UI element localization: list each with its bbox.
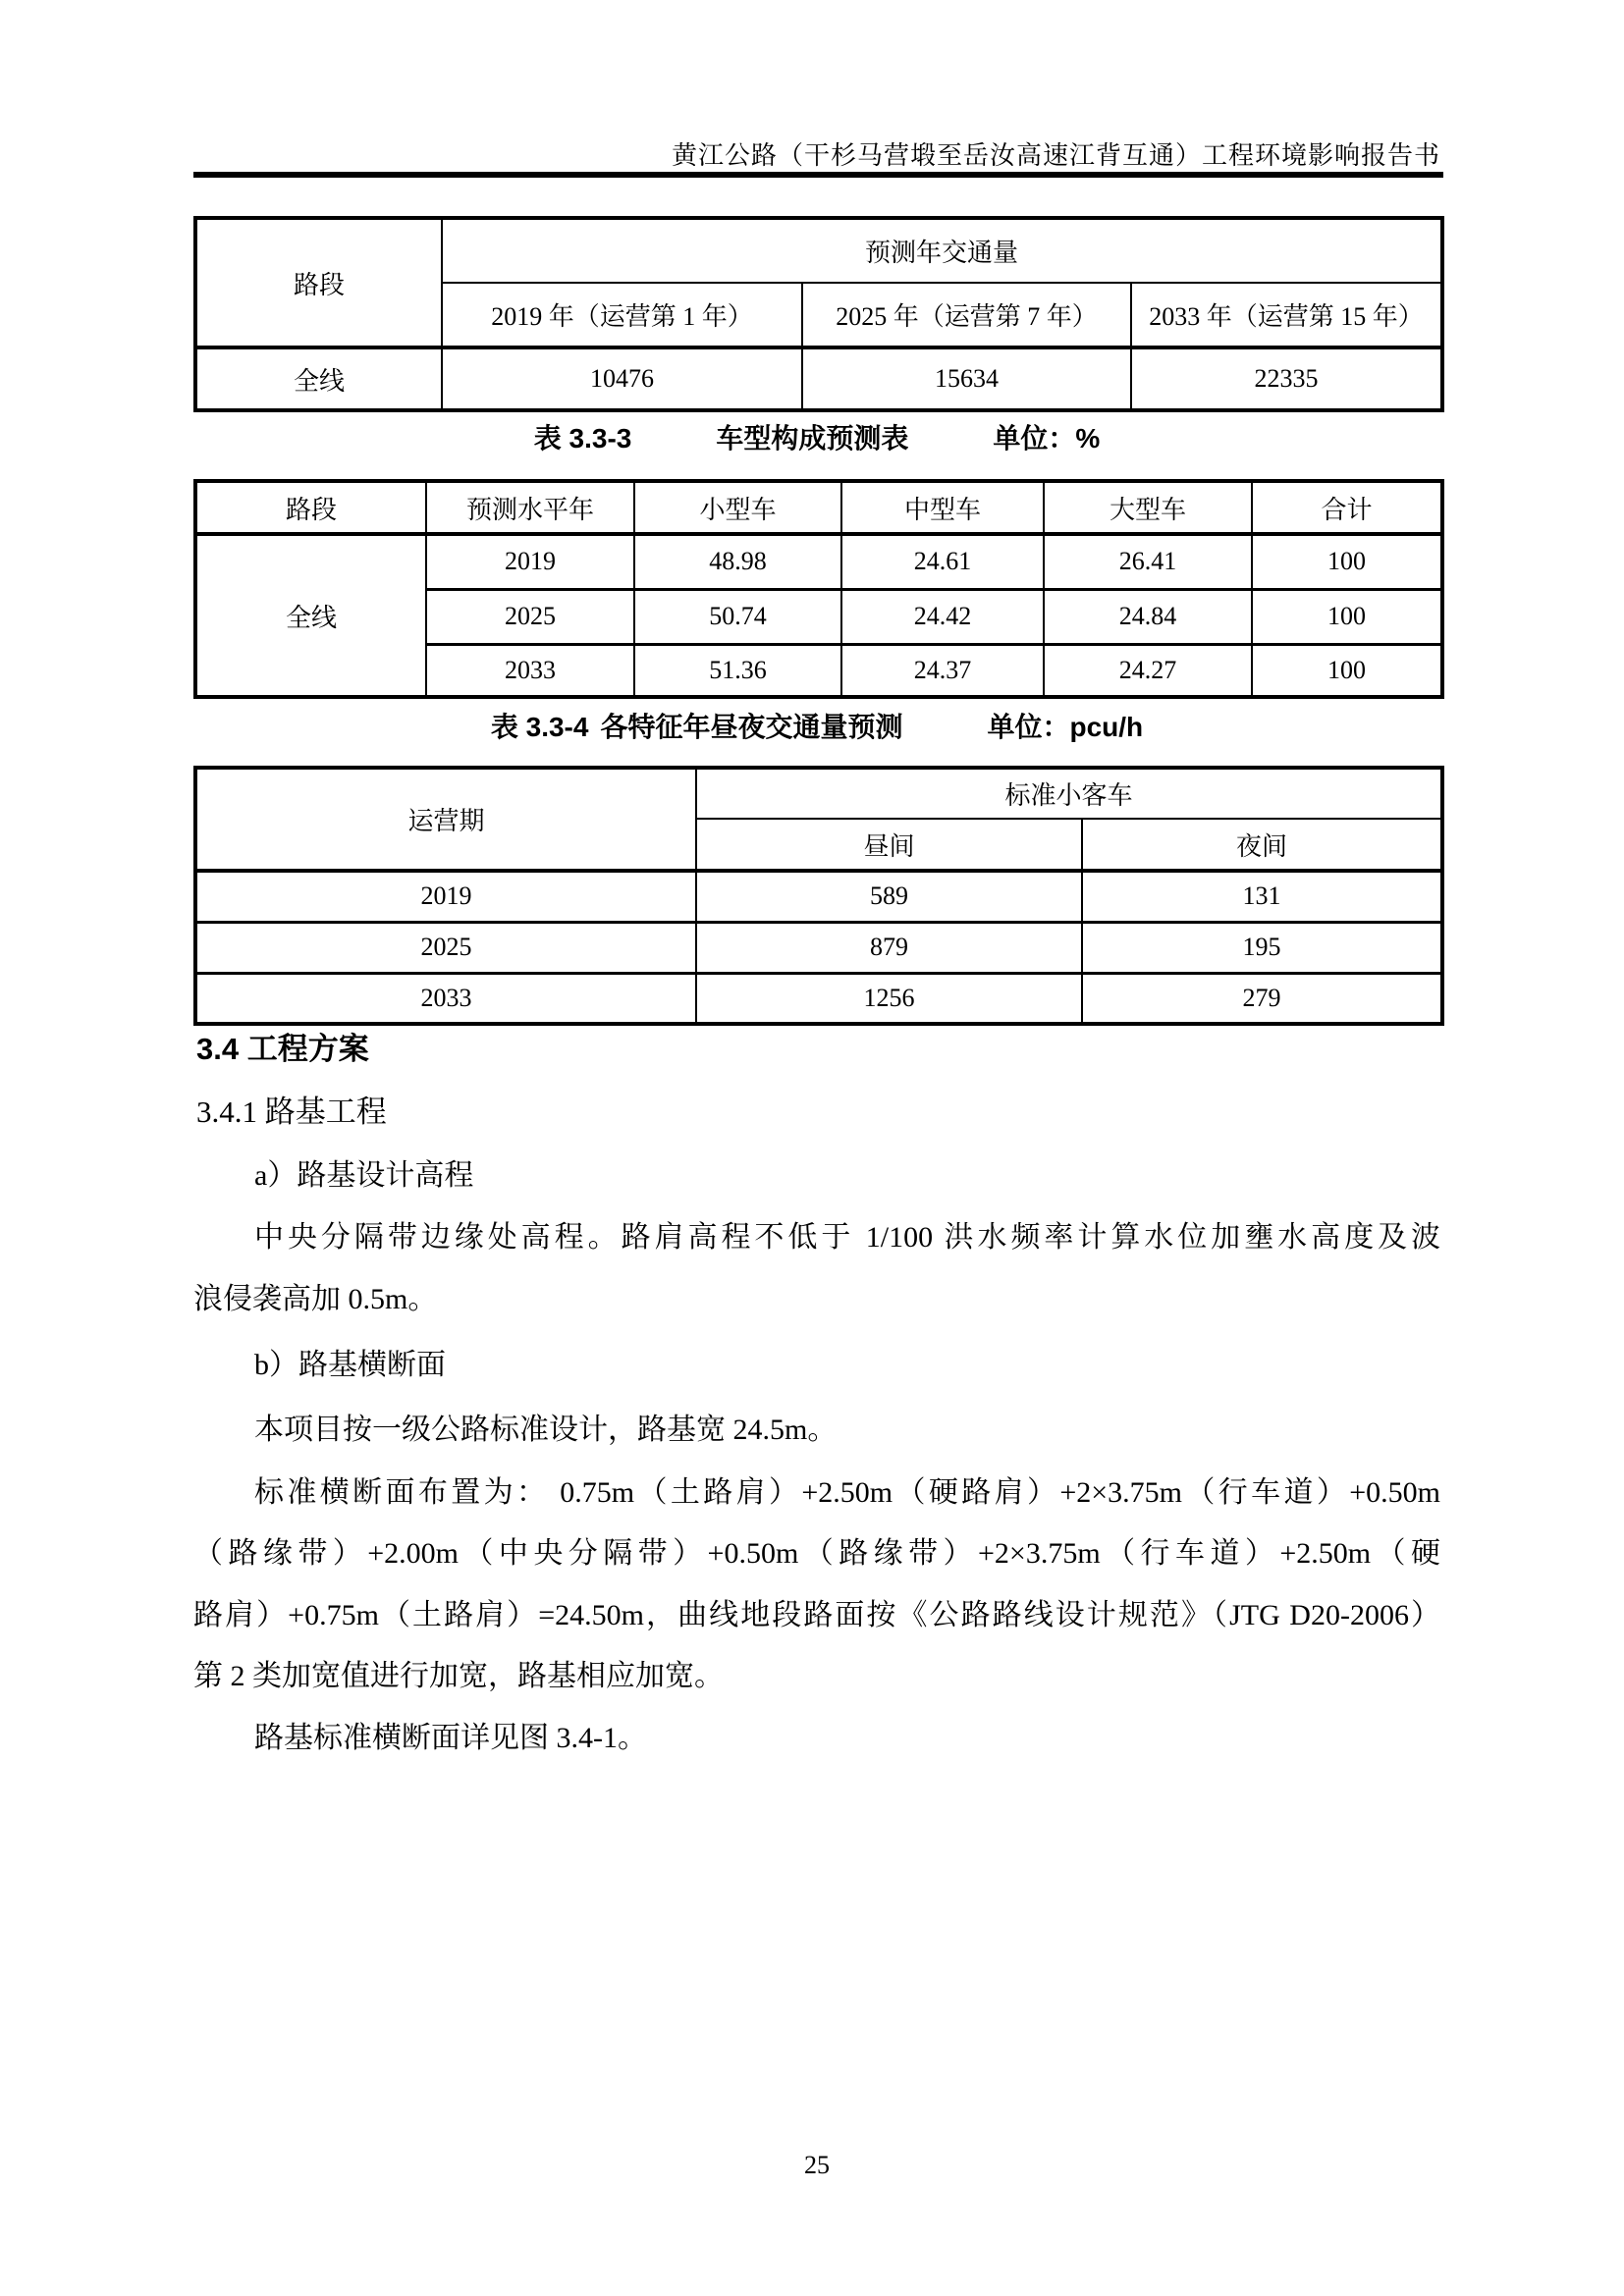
table-header-cell: 预测年交通量: [442, 218, 1442, 283]
table-header-cell: 昼间: [696, 819, 1082, 871]
table-cell: 10476: [442, 347, 802, 410]
paragraph-line: （路缘带）+2.00m（中央分隔带）+0.50m（路缘带）+2×3.75m（行车道）+2.50m（硬: [193, 1537, 1440, 1570]
caption-unit: 单位：%: [993, 423, 1101, 454]
table-caption-3-3-3: [193, 421, 1440, 456]
table-cell: 279: [1082, 973, 1442, 1024]
table-header-cell: 标准小客车: [696, 768, 1442, 819]
section-heading-3-4: 3.4 工程方案: [196, 1032, 369, 1066]
table-header-cell: 2033 年（运营第 15 年）: [1131, 283, 1442, 347]
table-annual-traffic-forecast: [193, 216, 1444, 412]
table-vehicle-type-composition: [193, 479, 1444, 699]
page-header-title: 黄江公路（干杉马营塅至岳汝高速江背互通）工程环境影响报告书: [671, 141, 1440, 170]
caption-id: 表 3.3-3: [533, 423, 632, 454]
table-header-cell: 路段: [195, 218, 442, 347]
table-cell: 131: [1082, 871, 1442, 922]
table-cell: 100: [1252, 644, 1442, 697]
table-cell: 2019: [426, 534, 634, 589]
table-cell: 全线: [195, 347, 442, 410]
paragraph-line: 路基标准横断面详见图 3.4-1。: [254, 1722, 647, 1754]
paragraph-line: 中央分隔带边缘处高程。路肩高程不低于 1/100 洪水频率计算水位加壅水高度及波: [254, 1221, 1440, 1254]
table-cell: 2025: [426, 589, 634, 644]
table-caption-3-3-4: [193, 710, 1440, 745]
table-cell: 51.36: [634, 644, 841, 697]
table-cell: 100: [1252, 589, 1442, 644]
table-cell: 24.42: [841, 589, 1044, 644]
table-header-cell: 路段: [195, 481, 426, 534]
table-cell: 全线: [195, 534, 426, 697]
table-header-cell: 夜间: [1082, 819, 1442, 871]
table-cell: 48.98: [634, 534, 841, 589]
table-cell: 589: [696, 871, 1082, 922]
table-header-cell: 大型车: [1044, 481, 1252, 534]
table-cell: 24.61: [841, 534, 1044, 589]
table-cell: 24.84: [1044, 589, 1252, 644]
caption-id: 表 3.3-4: [490, 712, 589, 742]
paragraph-line: 标准横断面布置为： 0.75m（土路肩）+2.50m（硬路肩）+2×3.75m（行车道）+0.50m: [254, 1476, 1440, 1509]
paragraph-line: 第 2 类加宽值进行加宽，路基相应加宽。: [193, 1660, 724, 1692]
table-cell: 879: [696, 922, 1082, 973]
table-cell: 26.41: [1044, 534, 1252, 589]
table-cell: 1256: [696, 973, 1082, 1024]
section-heading-3-4-1: 3.4.1 路基工程: [196, 1095, 387, 1129]
table-header-cell: 中型车: [841, 481, 1044, 534]
table-cell: 24.27: [1044, 644, 1252, 697]
header-rule: [193, 172, 1443, 178]
table-header-cell: 合计: [1252, 481, 1442, 534]
table-header-cell: 预测水平年: [426, 481, 634, 534]
table-cell: 2019: [195, 871, 696, 922]
table-cell: 2033: [426, 644, 634, 697]
table-header-cell: 小型车: [634, 481, 841, 534]
table-cell: 24.37: [841, 644, 1044, 697]
table-cell: 100: [1252, 534, 1442, 589]
paragraph-line: 路肩）+0.75m（土路肩）=24.50m，曲线地段路面按《公路路线设计规范》（JTG D20-2006）: [193, 1599, 1440, 1631]
table-cell: 195: [1082, 922, 1442, 973]
caption-title: 车型构成预测表: [716, 423, 909, 454]
table-cell: 2033: [195, 973, 696, 1024]
table-header-cell: 2019 年（运营第 1 年）: [442, 283, 802, 347]
page-number: 25: [804, 2151, 830, 2179]
list-item-b: b）路基横断面: [254, 1349, 446, 1381]
table-cell: 2025: [195, 922, 696, 973]
table-cell: 15634: [802, 347, 1131, 410]
table-cell: 22335: [1131, 347, 1442, 410]
table-header-cell: 2025 年（运营第 7 年）: [802, 283, 1131, 347]
caption-title: 各特征年昼夜交通量预测: [600, 712, 903, 742]
paragraph-line: 浪侵袭高加 0.5m。: [193, 1283, 438, 1315]
caption-unit: 单位：pcu/h: [987, 712, 1144, 742]
list-item-a: a）路基设计高程: [254, 1159, 474, 1192]
table-day-night-traffic: [193, 766, 1444, 1026]
table-cell: 50.74: [634, 589, 841, 644]
paragraph-line: 本项目按一级公路标准设计，路基宽 24.5m。: [254, 1414, 838, 1446]
table-header-cell: 运营期: [195, 768, 696, 871]
